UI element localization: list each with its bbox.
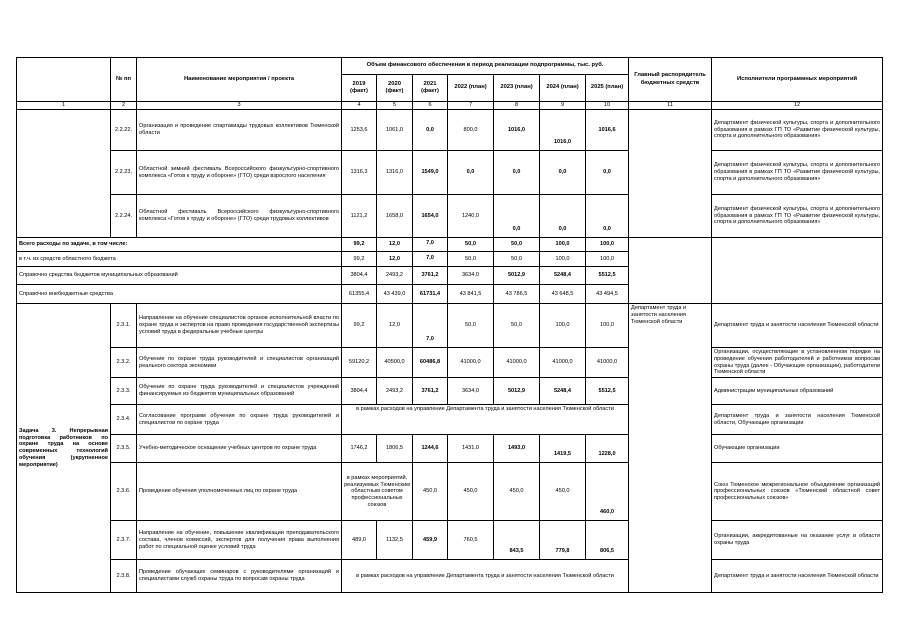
column-number-row bbox=[17, 102, 883, 110]
executors-cell: Департамент физической культуры, спорта и дополнительного образования в рамках ГП ТО «Развитие физической культуры, спорта и дополнительного образования» bbox=[712, 151, 883, 195]
value-cell: 1431,0 bbox=[448, 435, 494, 463]
value-cell: 450,0 bbox=[540, 463, 586, 521]
row-number: 2.2.22. bbox=[111, 110, 137, 151]
header-year: 2021 (факт) bbox=[413, 75, 448, 102]
value-cell: 1316,0 bbox=[377, 151, 413, 195]
header-year: 2019 (факт) bbox=[342, 75, 377, 102]
value-cell: 12,0 bbox=[377, 304, 413, 348]
budget-table bbox=[16, 57, 883, 593]
executors-cell: Департамент труда и занятости населения Тюменской области bbox=[712, 304, 883, 348]
value-cell: 489,0 bbox=[342, 521, 377, 560]
value-cell: 1121,2 bbox=[342, 195, 377, 238]
summary-label: Справочно внебюджетные средства bbox=[17, 285, 342, 304]
task2-label-cell bbox=[17, 110, 111, 238]
value-cell: 3804,4 bbox=[342, 267, 377, 285]
merged-funding-note: в рамках расходов на управление Департамента труда и занятости населения Тюменской области bbox=[342, 560, 629, 593]
table-row bbox=[17, 405, 883, 435]
table-row bbox=[17, 195, 883, 238]
row-number: 2.3.5. bbox=[111, 435, 137, 463]
value-cell: 50,0 bbox=[448, 238, 494, 252]
executors-cell: Организации, аккредитованные на оказание услуг в области охраны труда bbox=[712, 521, 883, 560]
value-cell: 43 494,5 bbox=[586, 285, 629, 304]
value-cell: 1658,0 bbox=[377, 195, 413, 238]
value-cell: 1746,2 bbox=[342, 435, 377, 463]
table-row bbox=[17, 435, 883, 463]
value-cell: 43 841,5 bbox=[448, 285, 494, 304]
value-cell: 2493,2 bbox=[377, 267, 413, 285]
value-cell: 3761,2 bbox=[413, 267, 448, 285]
executors-cell: Организации, осуществляющие в установленном порядке на проведение обучения работодателей и работников вопросам охраны труда (далее - Обучающие организации), работодатели Тюменской области bbox=[712, 348, 883, 378]
value-cell: 1654,0 bbox=[413, 195, 448, 238]
header-chief: Главный распорядитель бюджетных средств bbox=[629, 58, 712, 102]
value-cell: 0,0 bbox=[448, 151, 494, 195]
column-number: 4 bbox=[342, 102, 377, 110]
column-number: 9 bbox=[540, 102, 586, 110]
row-number: 2.3.7. bbox=[111, 521, 137, 560]
value-cell: 1016,6 bbox=[586, 110, 629, 151]
column-number: 10 bbox=[586, 102, 629, 110]
row-name: Обучение по охране труда руководителей и специалистов организаций реального сектора экономики bbox=[137, 348, 342, 378]
table-row bbox=[17, 348, 883, 378]
task3-label: Задача 3. Непрерывная подготовка работников по охране труда на основе современных технологий обучения (укрупненное мероприятие) bbox=[17, 304, 111, 593]
header-empty-cell bbox=[17, 58, 111, 102]
value-cell: 61355,4 bbox=[342, 285, 377, 304]
table-row bbox=[17, 560, 883, 593]
row-name: Областной фестиваль Всероссийского физкультурно-спортивного комплекса «Готов к труду и обороне» (ГТО) среди трудовых коллективов bbox=[137, 195, 342, 238]
executors-cell: Департамент физической культуры, спорта и дополнительного образования в рамках ГП ТО «Развитие физической культуры, спорта и дополнительного образования» bbox=[712, 110, 883, 151]
value-cell: 61731,4 bbox=[413, 285, 448, 304]
value-cell: 3804,4 bbox=[342, 378, 377, 405]
value-cell: 450,0 bbox=[413, 463, 448, 521]
value-cell: 5248,4 bbox=[540, 378, 586, 405]
header-year: 2025 (план) bbox=[586, 75, 629, 102]
value-cell: 1493,0 bbox=[494, 435, 540, 463]
row-number: 2.3.1. bbox=[111, 304, 137, 348]
row-name: Проведение обучения уполномоченных лиц по охране труда bbox=[137, 463, 342, 521]
value-cell: 460,0 bbox=[586, 463, 629, 521]
summary-label: Справочно средства бюджетов муниципальных образований bbox=[17, 267, 342, 285]
value-cell: 43 648,5 bbox=[540, 285, 586, 304]
header-no: № пп bbox=[111, 58, 137, 102]
value-cell: 50,0 bbox=[494, 252, 540, 267]
value-cell: 779,8 bbox=[540, 521, 586, 560]
value-cell: 0,0 bbox=[586, 151, 629, 195]
value-cell: 7,0 bbox=[413, 238, 448, 252]
value-cell: 1016,0 bbox=[540, 110, 586, 151]
value-cell: 99,2 bbox=[342, 238, 377, 252]
value-cell: 99,2 bbox=[342, 252, 377, 267]
value-cell: 100,0 bbox=[586, 252, 629, 267]
row-name: Направление на обучение, повышение квалификации преподавательского состава, членов комиссий, экспертов для получения права выполнения работ по специальной оценке условий труда bbox=[137, 521, 342, 560]
value-cell: 1016,0 bbox=[494, 110, 540, 151]
column-number: 1 bbox=[17, 102, 111, 110]
value-cell: 1240,0 bbox=[448, 195, 494, 238]
value-cell: 3634,0 bbox=[448, 267, 494, 285]
table-row bbox=[17, 463, 883, 521]
table-row bbox=[17, 151, 883, 195]
value-cell: 7,0 bbox=[413, 304, 448, 348]
value-cell: 0,0 bbox=[494, 195, 540, 238]
header-name: Наименование мероприятия / проекта bbox=[137, 58, 342, 102]
header-year: 2023 (план) bbox=[494, 75, 540, 102]
value-cell: 60486,8 bbox=[413, 348, 448, 378]
header-year: 2020 (факт) bbox=[377, 75, 413, 102]
value-cell: 0,0 bbox=[494, 151, 540, 195]
row-number: 2.3.6. bbox=[111, 463, 137, 521]
value-cell: 459,9 bbox=[413, 521, 448, 560]
row-name: Направление на обучение специалистов органов исполнительной власти по охране труда и экспертов на право проведения государственной экспертизы условий труда в федеральные учебные центры bbox=[137, 304, 342, 348]
column-number: 3 bbox=[137, 102, 342, 110]
value-cell: 100,0 bbox=[586, 238, 629, 252]
row-name: Проведение обучающих семинаров с руководителями организаций и специалистами служб охраны труда по вопросам охраны труда bbox=[137, 560, 342, 593]
header-funding-group: Объем финансового обеспечения в период реализации подпрограммы, тыс. руб. bbox=[342, 58, 629, 75]
executors-cell: Департамент труда и занятости населения Тюменской области, Обучающие организации bbox=[712, 405, 883, 435]
column-number: 2 bbox=[111, 102, 137, 110]
value-cell: 1253,6 bbox=[342, 110, 377, 151]
value-cell: 100,0 bbox=[540, 304, 586, 348]
column-number: 12 bbox=[712, 102, 883, 110]
value-cell: 843,5 bbox=[494, 521, 540, 560]
value-cell: 43 439,0 bbox=[377, 285, 413, 304]
value-cell: 50,0 bbox=[494, 304, 540, 348]
value-cell: 1132,5 bbox=[377, 521, 413, 560]
executors-cell: Департамент труда и занятости населения Тюменской области bbox=[712, 560, 883, 593]
executors-cell: Департамент физической культуры, спорта и дополнительного образования в рамках ГП ТО «Развитие физической культуры, спорта и дополнительного образования» bbox=[712, 195, 883, 238]
value-cell: 5512,5 bbox=[586, 378, 629, 405]
value-cell: 1228,0 bbox=[586, 435, 629, 463]
executors-cell: Администрации муниципальных образований bbox=[712, 378, 883, 405]
row-name: Областной зимний фестиваль Всероссийского физкультурно-спортивного комплекса «Готов к труду и обороне» (ГТО) среди взрослого населения bbox=[137, 151, 342, 195]
row-number: 2.2.24. bbox=[111, 195, 137, 238]
header-executors: Исполнители программных мероприятий bbox=[712, 58, 883, 102]
row-number: 2.2.23. bbox=[111, 151, 137, 195]
value-cell: 800,0 bbox=[448, 110, 494, 151]
value-cell: 0,0 bbox=[540, 151, 586, 195]
column-number: 5 bbox=[377, 102, 413, 110]
value-cell: 0,0 bbox=[586, 195, 629, 238]
row-number: 2.3.8. bbox=[111, 560, 137, 593]
value-cell: 0,0 bbox=[540, 195, 586, 238]
column-number: 11 bbox=[629, 102, 712, 110]
value-cell: 5012,9 bbox=[494, 267, 540, 285]
value-cell: 0,0 bbox=[413, 110, 448, 151]
value-cell: 40500,0 bbox=[377, 348, 413, 378]
value-cell: 450,0 bbox=[494, 463, 540, 521]
column-number: 8 bbox=[494, 102, 540, 110]
table-row bbox=[17, 110, 883, 151]
value-cell: 450,0 bbox=[448, 463, 494, 521]
row-name: Организация и проведение спартакиады трудовых коллективов Тюменской области bbox=[137, 110, 342, 151]
value-cell: 1316,3 bbox=[342, 151, 377, 195]
value-cell: 41000,0 bbox=[586, 348, 629, 378]
value-cell: 100,0 bbox=[540, 252, 586, 267]
value-cell: 41000,0 bbox=[448, 348, 494, 378]
value-cell: 50,0 bbox=[448, 304, 494, 348]
value-cell: 1549,0 bbox=[413, 151, 448, 195]
value-cell: 1419,5 bbox=[540, 435, 586, 463]
column-number: 6 bbox=[413, 102, 448, 110]
header-row-1 bbox=[17, 58, 883, 75]
row-number: 2.3.3. bbox=[111, 378, 137, 405]
value-cell: 760,5 bbox=[448, 521, 494, 560]
value-cell: 806,5 bbox=[586, 521, 629, 560]
chief-cell bbox=[629, 110, 712, 238]
row-name: Учебно-методическое оснащение учебных центров по охране труда bbox=[137, 435, 342, 463]
value-cell: 59120,2 bbox=[342, 348, 377, 378]
chief-cell bbox=[629, 238, 712, 304]
value-cell: 1806,5 bbox=[377, 435, 413, 463]
row-name: Обучение по охране труда руководителей и специалистов учреждений финансируемых из бюджетов муниципальных образований bbox=[137, 378, 342, 405]
merged-funding-note: в рамках расходов на управление Департамента труда и занятости населения Тюменской области bbox=[342, 405, 629, 435]
value-cell: 12,0 bbox=[377, 238, 413, 252]
value-cell: 43 786,5 bbox=[494, 285, 540, 304]
value-cell: 5012,9 bbox=[494, 378, 540, 405]
value-cell: 2493,2 bbox=[377, 378, 413, 405]
table-row bbox=[17, 521, 883, 560]
row-name: Согласование программ обучения по охране труда руководителей и специалистов по охране труда bbox=[137, 405, 342, 435]
value-cell: 5512,5 bbox=[586, 267, 629, 285]
value-cell: 1244,6 bbox=[413, 435, 448, 463]
header-year: 2024 (план) bbox=[540, 75, 586, 102]
value-cell: 3634,0 bbox=[448, 378, 494, 405]
header-year: 2022 (план) bbox=[448, 75, 494, 102]
executors-cell: Союз Тюменское межрегиональное объединение организаций профессиональных союзов «Тюменский областной совет профессиональных союзов» bbox=[712, 463, 883, 521]
value-cell: 3761,2 bbox=[413, 378, 448, 405]
value-cell: 41000,0 bbox=[540, 348, 586, 378]
column-number: 7 bbox=[448, 102, 494, 110]
value-cell: 41000,0 bbox=[494, 348, 540, 378]
value-cell: 5248,4 bbox=[540, 267, 586, 285]
value-cell: 7,0 bbox=[413, 252, 448, 267]
summary-label: Всего расходы по задаче, в том числе: bbox=[17, 238, 342, 252]
value-cell: 50,0 bbox=[494, 238, 540, 252]
table-row bbox=[17, 378, 883, 405]
table-row bbox=[17, 304, 883, 348]
value-cell: 100,0 bbox=[540, 238, 586, 252]
row-number: 2.3.2. bbox=[111, 348, 137, 378]
value-cell: 99,2 bbox=[342, 304, 377, 348]
executors-cell: Обучающие организации bbox=[712, 435, 883, 463]
value-cell: 1061,0 bbox=[377, 110, 413, 151]
summary-row bbox=[17, 238, 883, 252]
value-cell: 50,0 bbox=[448, 252, 494, 267]
first-years-note: в рамках мероприятий, реализуемых Тюменским областным советом профессиональных союзов bbox=[342, 463, 413, 521]
row-number: 2.3.4. bbox=[111, 405, 137, 435]
value-cell: 100,0 bbox=[586, 304, 629, 348]
chief-cell: Департамент труда и занятости населения Тюменской области bbox=[629, 304, 712, 593]
executors-cell bbox=[712, 238, 883, 304]
value-cell: 12,0 bbox=[377, 252, 413, 267]
summary-label: в т.ч. из средств областного бюджета bbox=[17, 252, 342, 267]
